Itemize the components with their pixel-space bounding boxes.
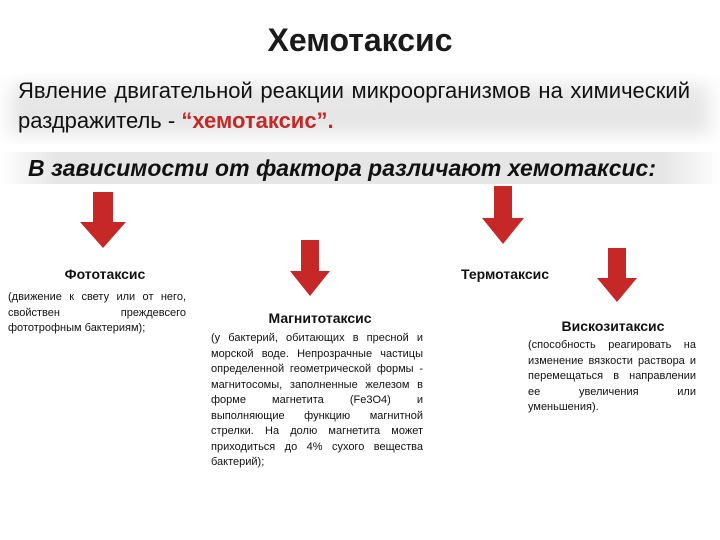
intro-text: Явление двигательной реакции микроорганизмов на химический раздражитель -	[18, 78, 690, 133]
heading-viscositaxis: Вискозитаксис	[561, 318, 665, 334]
down-arrow-icon	[597, 248, 637, 302]
heading-magnetotaxis: Магнитотаксис	[268, 310, 372, 326]
heading-phototaxis: Фототаксис	[64, 266, 146, 282]
desc-magnetotaxis: (у бактерий, обитающих в пресной и морской воде. Непрозрачные частицы определенной геометрической формы - магнитосомы, заполненные железом в форме магнетита (Fe3O4) и выполняющие функцию магнитной стрелки. На долю магнетита может приходиться до 4% сухого вещества бактерий);	[211, 332, 423, 468]
down-arrow-icon	[80, 192, 126, 248]
intro-paragraph	[18, 76, 690, 136]
desc-phototaxis: (движение к свету или от него, свойствен преждевсего фототрофным бактериям);	[8, 291, 186, 334]
heading-thermotaxis: Термотаксис	[460, 266, 550, 282]
page-title: Хемотаксис	[267, 22, 453, 58]
down-arrow-icon	[290, 240, 330, 296]
down-arrow-icon	[482, 186, 524, 244]
intro-term: “хемотаксис”.	[181, 108, 334, 133]
desc-viscositaxis: (способность реагировать на изменение вязкости раствора и перемещаться в направлении ее увеличения или уменьшения).	[528, 339, 696, 413]
subheading: В зависимости от фактора различают хемотаксис:	[0, 152, 720, 184]
